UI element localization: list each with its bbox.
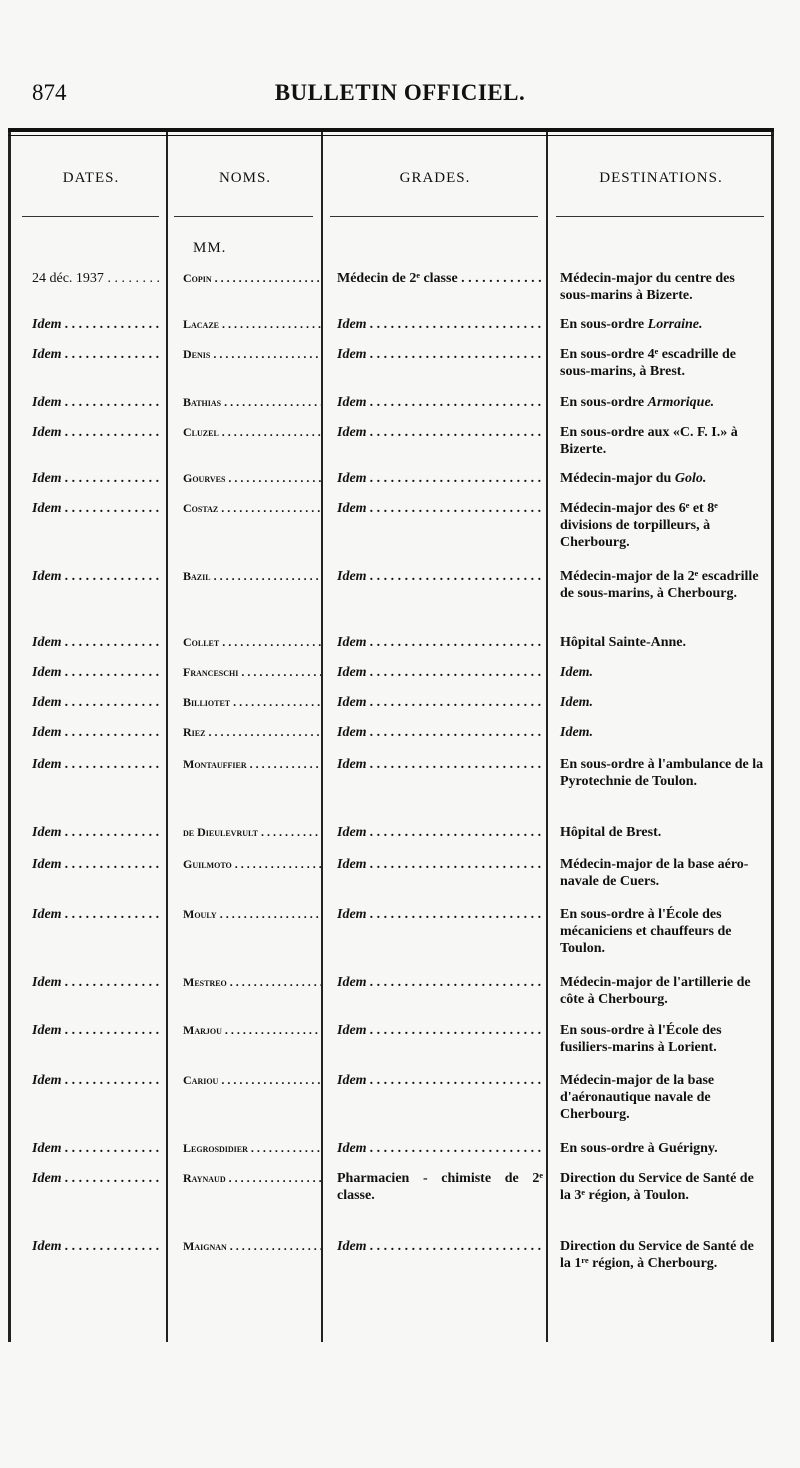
cell-date: Idem . . .: [32, 568, 162, 585]
cell-date: Idem . . .: [32, 906, 162, 923]
cell-date: Idem . . .: [32, 694, 162, 711]
cell-name: Bathias . . .: [183, 394, 321, 411]
cell-grade: Idem . . .: [337, 568, 543, 585]
cell-date: Idem . . .: [32, 1072, 162, 1089]
mm-label: MM.: [193, 240, 227, 256]
cell-destination: Direction du Service de Santé de la 3ᵉ région, à Toulon.: [560, 1171, 754, 1203]
cell-date: Idem . . .: [32, 824, 162, 841]
cell-date: Idem . . .: [32, 424, 162, 441]
cell-destination: En sous-ordre aux «C. F. I.» à Bizerte.: [560, 425, 738, 457]
cell-name: Franceschi . . .: [183, 664, 321, 681]
cell-grade: Idem . . .: [337, 500, 543, 517]
cell-date: Idem . . .: [32, 974, 162, 991]
cell-grade: Idem . . .: [337, 634, 543, 651]
cell-date: Idem . . .: [32, 1022, 162, 1039]
cell-name: Gourves . . .: [183, 470, 321, 487]
header-rule: [556, 216, 764, 217]
cell-name: Raynaud . . .: [183, 1170, 321, 1187]
cell-destination: Médecin-major des 6ᵉ et 8ᵉ divisions de torpilleurs, à Cherbourg.: [560, 501, 718, 550]
cell-grade: Idem . . .: [337, 1022, 543, 1039]
cell-date: Idem . . .: [32, 664, 162, 681]
cell-grade: Médecin de 2ᵉ classe . . .: [337, 270, 543, 287]
cell-grade: Idem . . .: [337, 470, 543, 487]
cell-name: Montauffier . . .: [183, 756, 321, 773]
cell-name: de Dieulevrult . . .: [183, 824, 321, 841]
cell-grade: Idem . . .: [337, 856, 543, 873]
cell-date: Idem . . .: [32, 500, 162, 517]
cell-name: Maignan . . .: [183, 1238, 321, 1255]
cell-date: Idem . . .: [32, 756, 162, 773]
cell-name: Mestreo . . .: [183, 974, 321, 991]
cell-destination: Médecin-major de l'artillerie de côte à Cherbourg.: [560, 975, 751, 1007]
header-grades: GRADES.: [399, 170, 471, 186]
cell-destination: Idem.: [560, 665, 594, 680]
cell-name: Lacaze . . .: [183, 316, 321, 333]
cell-destination: En sous-ordre à l'ambulance de la Pyrotechnie de Toulon.: [560, 757, 764, 789]
cell-grade: Idem . . .: [337, 1140, 543, 1157]
cell-date: Idem . . .: [32, 1238, 162, 1255]
cell-destination: Hôpital Sainte-Anne.: [560, 635, 687, 650]
header-destinations: DESTINATIONS.: [599, 170, 723, 186]
cell-grade: Idem . . .: [337, 756, 543, 773]
cell-name: Legrosdidier . . .: [183, 1140, 321, 1157]
cell-destination: Idem.: [560, 725, 594, 740]
cell-grade: Pharmacien - chimiste de 2ᵉ classe.: [337, 1171, 543, 1203]
header-noms: NOMS.: [218, 170, 272, 186]
cell-destination: Médecin-major du Golo.: [560, 471, 707, 486]
cell-grade: Idem . . .: [337, 394, 543, 411]
cell-destination: Médecin-major de la base aéro-navale de Cuers.: [560, 857, 749, 889]
cell-destination: Médecin-major du centre des sous-marins à Bizerte.: [560, 271, 735, 303]
left-border: [8, 132, 11, 1342]
cell-destination: En sous-ordre 4ᵉ escadrille de sous-marins, à Brest.: [560, 347, 737, 379]
cell-grade: Idem . . .: [337, 1238, 543, 1255]
cell-grade: Idem . . .: [337, 974, 543, 991]
cell-destination: Direction du Service de Santé de la 1ʳᵉ région, à Cherbourg.: [560, 1239, 754, 1271]
cell-name: Mouly . . .: [183, 906, 321, 923]
cell-date: Idem . . .: [32, 1140, 162, 1157]
cell-date: Idem . . .: [32, 724, 162, 741]
cell-grade: Idem . . .: [337, 824, 543, 841]
cell-name: Denis . . .: [183, 346, 321, 363]
cell-grade: Idem . . .: [337, 346, 543, 363]
cell-date: Idem . . .: [32, 394, 162, 411]
page-title: BULLETIN OFFICIEL.: [274, 80, 526, 105]
cell-name: Copin . . .: [183, 270, 321, 287]
cell-grade: Idem . . .: [337, 694, 543, 711]
cell-date: Idem . . .: [32, 634, 162, 651]
cell-destination: En sous-ordre Lorraine.: [560, 317, 703, 332]
header-rule: [174, 216, 313, 217]
cell-date: Idem . . .: [32, 346, 162, 363]
cell-destination: Hôpital de Brest.: [560, 825, 662, 840]
cell-grade: Idem . . .: [337, 906, 543, 923]
cell-destination: En sous-ordre Armorique.: [560, 395, 715, 410]
cell-date: Idem . . .: [32, 316, 162, 333]
header-rule: [22, 216, 159, 217]
cell-destination: En sous-ordre à l'École des mécaniciens et chauffeurs de Toulon.: [560, 907, 732, 956]
cell-date: 24 déc. 1937 . . .: [32, 270, 162, 287]
cell-grade: Idem . . .: [337, 316, 543, 333]
cell-name: Bazil . . .: [183, 568, 321, 585]
cell-date: Idem . . .: [32, 470, 162, 487]
cell-destination: En sous-ordre à Guérigny.: [560, 1141, 718, 1156]
cell-name: Marjou . . .: [183, 1022, 321, 1039]
cell-date: Idem . . .: [32, 856, 162, 873]
cell-name: Costaz . . .: [183, 500, 321, 517]
right-border: [771, 132, 774, 1342]
header-dates: DATES.: [62, 170, 120, 186]
cell-name: Cariou . . .: [183, 1072, 321, 1089]
cell-name: Cluzel . . .: [183, 424, 321, 441]
divider-grades-destinations: [546, 132, 548, 1342]
header-rule: [330, 216, 538, 217]
divider-noms-grades: [321, 132, 323, 1342]
cell-date: Idem . . .: [32, 1170, 162, 1187]
cell-destination: Médecin-major de la 2ᵉ escadrille de sous-marins, à Cherbourg.: [560, 569, 759, 601]
cell-grade: Idem . . .: [337, 664, 543, 681]
divider-dates-noms: [166, 132, 168, 1342]
cell-name: Guilmoto . . .: [183, 856, 321, 873]
cell-name: Billiotet . . .: [183, 694, 321, 711]
cell-grade: Idem . . .: [337, 724, 543, 741]
cell-grade: Idem . . .: [337, 424, 543, 441]
cell-destination: Idem.: [560, 695, 594, 710]
cell-name: Collet . . .: [183, 634, 321, 651]
cell-destination: Médecin-major de la base d'aéronautique navale de Cherbourg.: [560, 1073, 715, 1122]
cell-grade: Idem . . .: [337, 1072, 543, 1089]
page-number: 874: [32, 80, 67, 105]
cell-destination: En sous-ordre à l'École des fusiliers-marins à Lorient.: [560, 1023, 722, 1055]
cell-name: Riez . . .: [183, 724, 321, 741]
